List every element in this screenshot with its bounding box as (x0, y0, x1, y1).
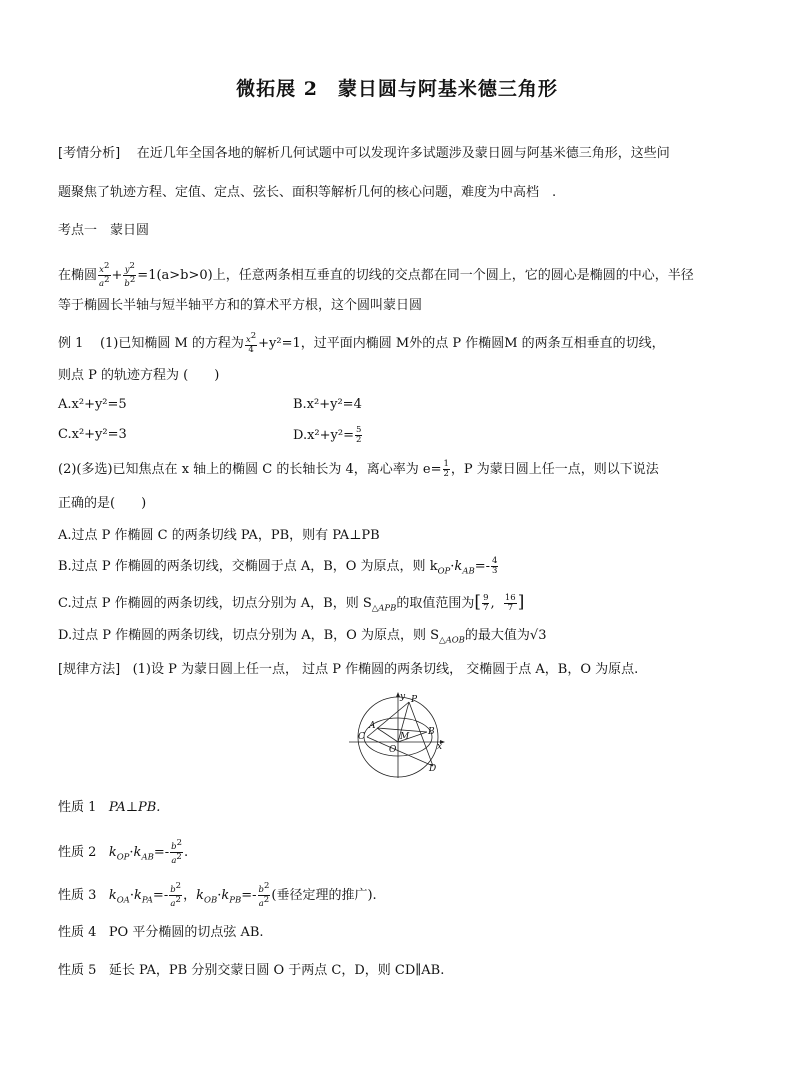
analysis-line-2: 题聚焦了轨迹方程、定值、定点、弦长、面积等解析几何的核心问题，难度为中高档 . (58, 185, 557, 200)
label-p: P (411, 695, 418, 705)
option2-c: C.过点 P 作椭圆的两条切线，切点分别为 A，B，则 $S_{\triangle APB}$的取值范围为[ $\frac{9}{7}$ , $\frac{16}{7}$ ] (58, 592, 525, 614)
fraction-16-7: $\frac{16}{7}$ (504, 593, 516, 613)
fraction-1-2: $\frac{1}{2}$ (443, 459, 449, 479)
property-1-text: PA⊥PB. (108, 800, 161, 815)
option1-c: C.x²+y²=3 (58, 427, 127, 442)
property-1-label: 性质 1 (58, 800, 97, 815)
property-4-text: PO 平分椭圆的切点弦 AB. (108, 925, 264, 940)
label-m: M (400, 732, 410, 742)
option2-a: A.过点 P 作椭圆 C 的两条切线 PA，PB，则有 PA⊥PB (58, 528, 380, 543)
fraction-4-3: $\frac{4}{3}$ (492, 556, 498, 576)
option2-b: B.过点 P 作椭圆的两条切线，交椭圆于点 A，B，O 为原点，则 $k_{OP}\cdot k_{AB}=-$ $\frac{4}{3}$ (58, 556, 498, 577)
fraction-9-7: $\frac{9}{7}$ (483, 593, 489, 613)
analysis-line-1 (58, 145, 670, 163)
option2-d: D.过点 P 作椭圆的两条切线，切点分别为 A，B，O 为原点，则 $S_{\triangle AOB}$的最大值为√3 (58, 628, 547, 646)
option1-a: A.x²+y²=5 (58, 397, 127, 412)
example1-q2-line-2: 正确的是( ) (58, 496, 147, 511)
fraction-y2-b2: $\frac{y^2}{b^2}$ (124, 261, 136, 289)
fraction-x2-a2: $\frac{x^2}{a^2}$ (99, 261, 110, 289)
method-line (58, 661, 638, 679)
option1-d-text: D.x²+y²= (293, 428, 354, 443)
example1-line-1 (58, 332, 665, 355)
example1-q1-part2: +y²=1，过平面内椭圆 M外的点 P 作椭圆M 的两条互相垂直的切线， (258, 335, 665, 351)
fraction-b2-a2: $\frac{b^2}{a^2}$ (171, 838, 182, 866)
property-5-label: 性质 5 (58, 963, 97, 978)
monge-circle-diagram (347, 690, 447, 780)
definition-line-2: 等于椭圆长半轴与短半轴平方和的算术平方根，这个圆叫蒙日圆 (58, 298, 423, 313)
property-1 (58, 799, 160, 817)
analysis-label: [考情分析] (58, 146, 121, 161)
label-a: A (369, 721, 376, 731)
fraction-x2-4: $\frac{x^2}{4}$ (245, 331, 257, 355)
example1-q2-line-1 (58, 460, 659, 479)
option2-c-text: C.过点 P 作椭圆的两条切线，切点分别为 A，B，则 S (58, 596, 372, 611)
label-b: B (428, 727, 435, 737)
option1-b: B.x²+y²=4 (293, 397, 362, 412)
option2-d-tail: 的最大值为√3 (464, 628, 547, 643)
label-c: C (358, 732, 365, 742)
property-2-label: 性质 2 (58, 844, 97, 860)
property-4-label: 性质 4 (58, 925, 97, 940)
option2-b-text: B.过点 P 作椭圆的两条切线，交椭圆于点 A，B，O 为原点，则 k (58, 559, 438, 574)
definition-prefix: 在椭圆 (58, 267, 98, 283)
property-3: 性质 3 $k_{OA}\cdot k_{PA}=-$ $\frac{b^2}{a^2}$ ，$k_{OB}\cdot k_{PB}=-$ $\frac{b^2}{a^2}$ (垂径定理的推广). (58, 881, 377, 909)
analysis-text-1: 在近几年全国各地的解析几何试题中可以发现许多试题涉及蒙日圆与阿基米德三角形，这些问 (136, 146, 670, 161)
option1-d (293, 426, 363, 445)
method-label: [规律方法] (58, 662, 121, 677)
property-4 (58, 924, 264, 942)
segment-oa (377, 728, 398, 742)
definition-condition: =1(a>b>0)上，任意两条相互垂直的切线的交点都在同一个圆上，它的圆心是椭圆的中心，半径 (137, 267, 694, 283)
method-text: (1)设 P 为蒙日圆上任一点， 过点 P 作椭圆的两条切线， 交椭圆于点 A，B，O 为原点. (132, 662, 639, 677)
section-heading: 考点一 蒙日圆 (58, 223, 150, 238)
fraction-b2-a2-pa: $\frac{b^2}{a^2}$ (170, 881, 182, 909)
fraction-b2-a2-pb: $\frac{b^2}{a^2}$ (258, 881, 270, 909)
property-5 (58, 962, 444, 980)
example1-q2-part1: (2)(多选)已知焦点在 x 轴上的椭圆 C 的长轴长为 4，离心率为 e= (58, 462, 442, 477)
example1-q2-part2: ，P 为蒙日圆上任一点，则以下说法 (450, 462, 659, 477)
example1-q1-line-2: 则点 P 的轨迹方程为 ( ) (58, 368, 220, 383)
option2-c-tail: 的取值范围为 (396, 596, 475, 611)
example1-q1-part1: (1)已知椭圆 M 的方程为 (99, 335, 244, 351)
property-2: 性质 2 $k_{OP}\cdot k_{AB}=-$ $\frac{b^2}{a^2}$ . (58, 838, 189, 866)
page-title: 微拓展 2 蒙日圆与阿基米德三角形 (236, 78, 558, 100)
label-x: x (437, 742, 443, 752)
label-d: D (429, 764, 437, 774)
label-y: y (400, 692, 406, 702)
option2-d-text: D.过点 P 作椭圆的两条切线，切点分别为 A，B，O 为原点，则 S (58, 628, 440, 643)
fraction-5-2: $\frac{5}{2}$ (355, 425, 362, 445)
definition-line-1: 在椭圆 $\frac{x^2}{a^2}$ + $\frac{y^2}{b^2}$ =1(a>b>0)上，任意两条相互垂直的切线的交点都在同一个圆上，它的圆心是椭圆的中心，半径 (58, 261, 694, 289)
property-3-tail: (垂径定理的推广). (271, 887, 377, 903)
property-5-text: 延长 PA，PB 分别交蒙日圆 O 于两点 C，D，则 CD∥AB. (108, 963, 445, 978)
label-o: O (389, 745, 397, 755)
example1-label: 例 1 (58, 335, 84, 351)
property-3-label: 性质 3 (58, 887, 97, 903)
